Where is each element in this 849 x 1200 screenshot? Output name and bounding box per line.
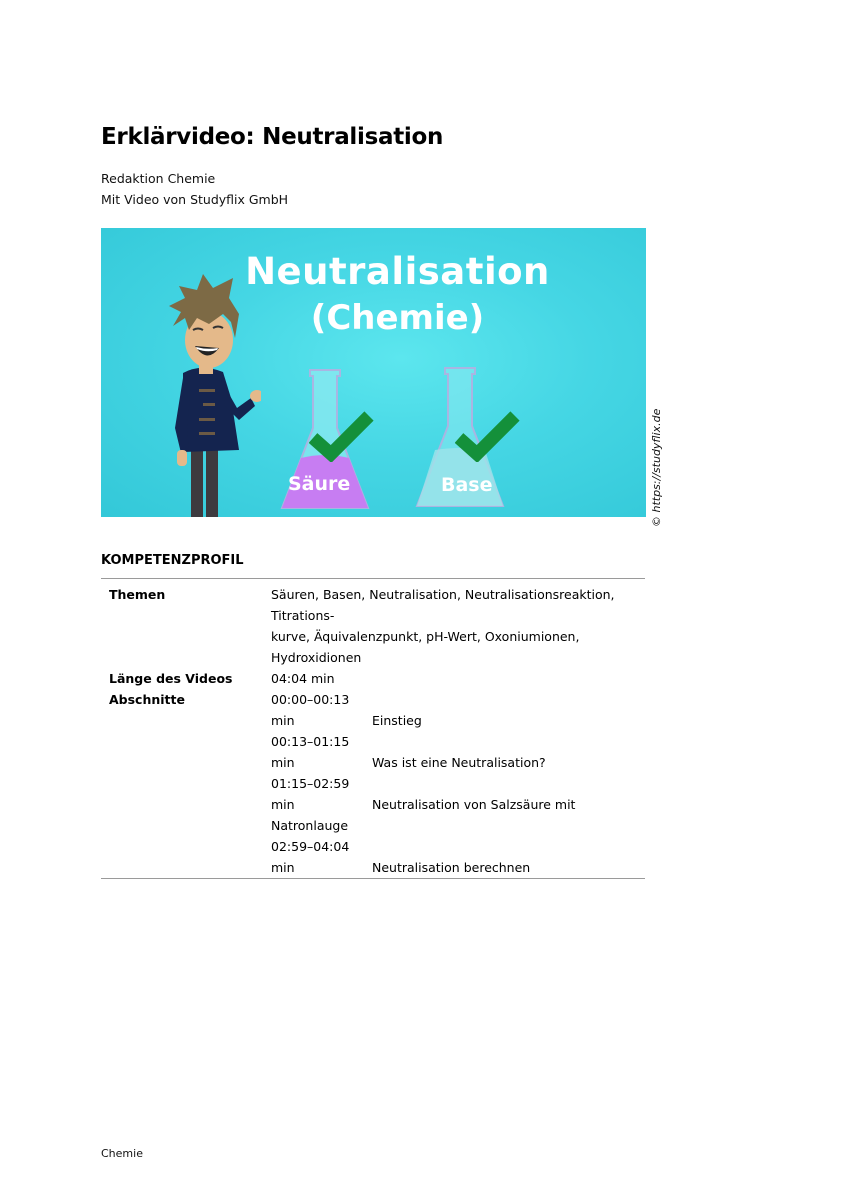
section-label: Einstieg [372, 713, 422, 728]
table-row [101, 689, 645, 879]
competence-profile-table [101, 578, 645, 879]
acid-label: Säure [288, 473, 351, 495]
footer-subject: Chemie [101, 1147, 143, 1160]
table-row [101, 668, 645, 689]
video-title-line2: (Chemie) [310, 298, 485, 338]
row-key-themes: Themen [109, 587, 166, 602]
section-item [271, 731, 645, 773]
base-checkmark-icon [455, 410, 521, 462]
row-value-themes [271, 579, 645, 669]
row-value-sections [271, 689, 645, 879]
image-credit: © https://studyflix.de [650, 408, 663, 527]
cartoon-character-illustration [151, 268, 261, 517]
section-item [271, 836, 645, 878]
competence-profile-heading: KOMPETENZPROFIL [101, 553, 244, 568]
section-time: 02:59–04:04 min [271, 839, 350, 875]
row-key-sections: Abschnitte [109, 692, 185, 707]
themes-line1: Säuren, Basen, Neutralisation, Neutralisationsreaktion, Titrations- [271, 587, 615, 623]
section-item [271, 689, 645, 731]
base-label: Base [441, 474, 493, 496]
table-row [101, 579, 645, 669]
section-time: 00:13–01:15 min [271, 734, 350, 770]
video-credit-line: Mit Video von Studyflix GmbH [101, 192, 289, 207]
section-time: 00:00–00:13 min [271, 692, 350, 728]
section-label: Neutralisation von Salzsäure mit Natronlauge [271, 797, 576, 833]
section-label: Was ist eine Neutralisation? [372, 755, 546, 770]
acid-checkmark-icon [309, 410, 375, 462]
section-label: Neutralisation berechnen [372, 860, 531, 875]
author-line: Redaktion Chemie [101, 171, 216, 186]
video-thumbnail[interactable] [101, 228, 646, 517]
section-item [271, 773, 645, 836]
row-key-length: Länge des Videos [109, 671, 233, 686]
row-value-length: 04:04 min [271, 671, 335, 686]
section-time: 01:15–02:59 min [271, 776, 350, 812]
themes-line2: kurve, Äquivalenzpunkt, pH-Wert, Oxoniumionen, Hydroxidionen [271, 629, 580, 665]
video-title-line1: Neutralisation [245, 250, 550, 293]
page-title: Erklärvideo: Neutralisation [101, 124, 444, 150]
